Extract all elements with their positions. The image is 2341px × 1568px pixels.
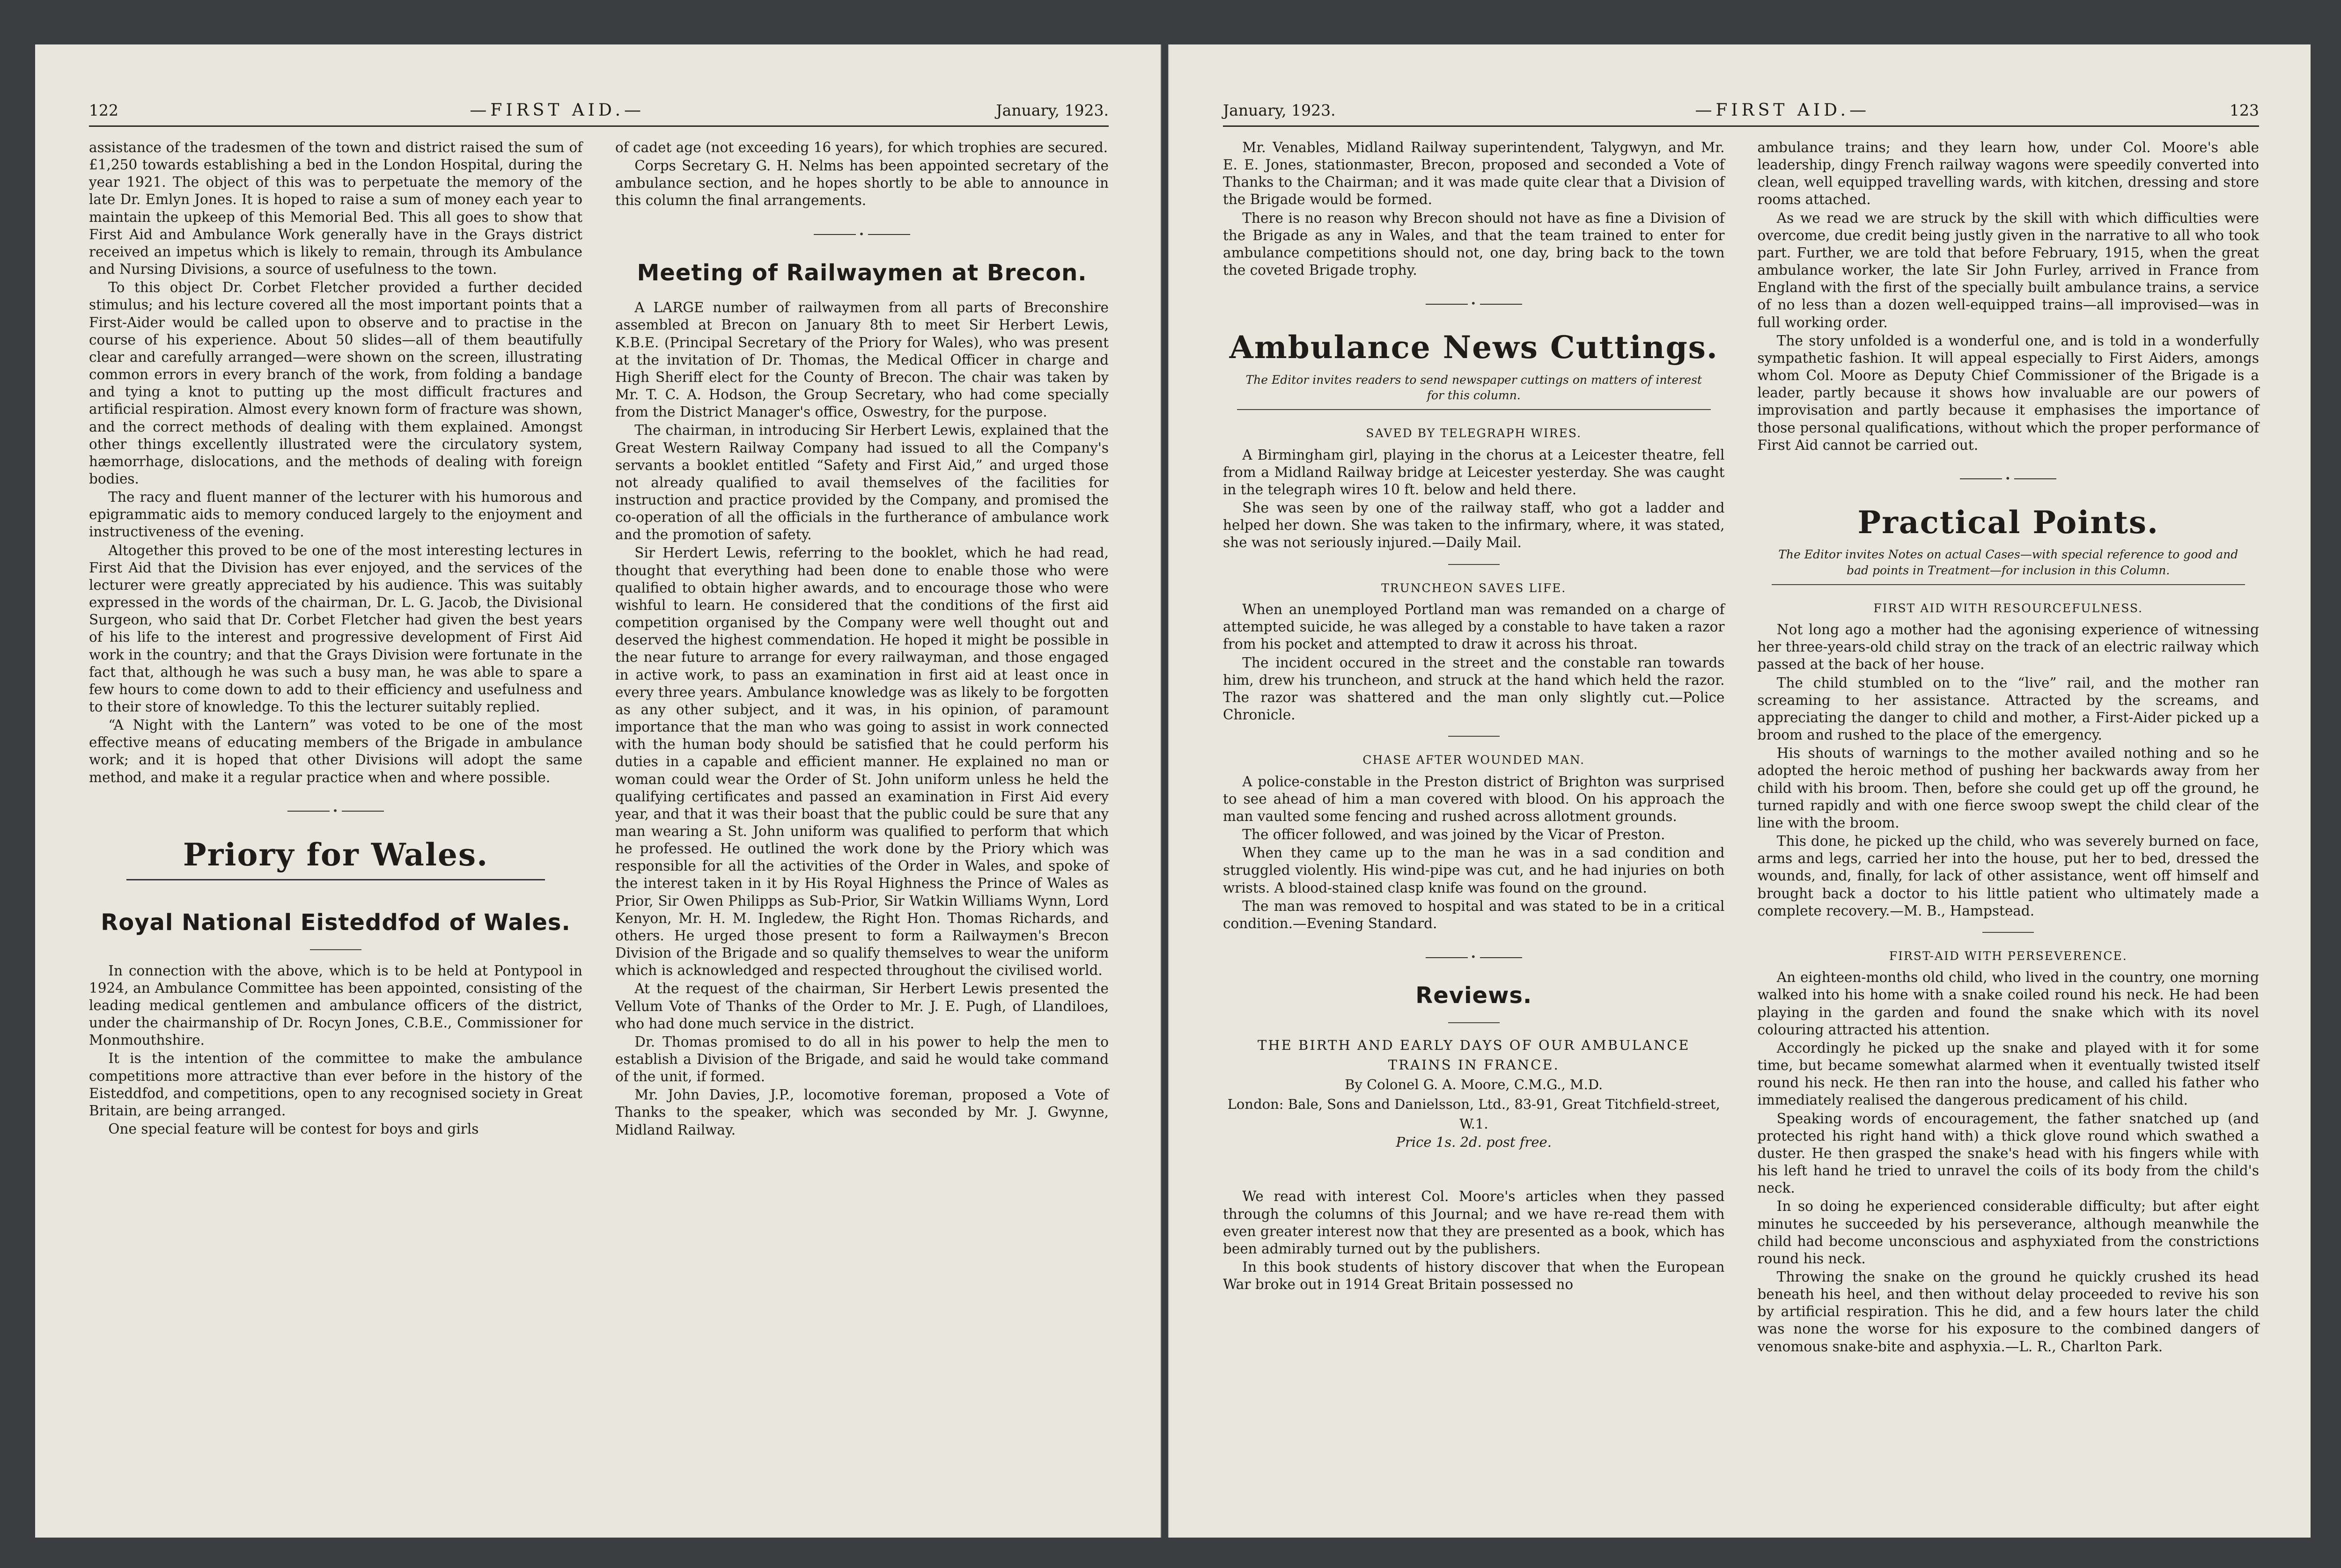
paragraph: Corps Secretary G. H. Nelms has been appointed secretary of the ambulance section, and he hopes shortly to be able to announce in this column the final arrangements. xyxy=(615,158,1109,209)
review-book-title: THE BIRTH AND EARLY DAYS OF OUR AMBULANCE TRAINS IN FRANCE. xyxy=(1258,1037,1690,1073)
journal-title: —FIRST AID.— xyxy=(470,101,645,120)
paragraph: She was seen by one of the railway staff, who got a ladder and helped her down. She was taken to the infirmary, where, it was stated, she was not seriously injured.—Daily Mail. xyxy=(1223,500,1725,551)
page-number: 122 xyxy=(89,101,118,119)
paragraph: A LARGE number of railwaymen from all parts of Breconshire assembled at Brecon on January 8th to meet Sir Herbert Lewis, K.B.E. (Principal Secretary of the Priory for Wales), who was present at the invitation of Dr. Thomas, the Medical Officer in charge and High Sheriff elect for the County of Brecon. The chair was taken by Mr. T. C. A. Hodson, the Group Secretary, who had come specially from the District Manager's office, Oswestry, for the purpose. xyxy=(615,300,1109,420)
paragraph: Speaking words of encouragement, the father snatched up (and protected his right hand with) a thick glove round which swathed a duster. He then grasped the snake's head with his fingers while with his left hand he tried to unravel the coils of its body from the child's neck. xyxy=(1757,1110,2259,1196)
right-page xyxy=(1168,44,2311,1538)
journal-title: —FIRST AID.— xyxy=(1695,101,1870,120)
priory-heading: Priory for Wales. xyxy=(183,836,489,873)
right-column-2 xyxy=(1758,139,2260,1356)
paragraph: One special feature will be contest for boys and girls xyxy=(108,1121,479,1137)
paragraph: The chairman, in introducing Sir Herbert Lewis, explained that the Great Western Railway Company had issued to all the Company's servants a booklet entitled “Safety and First Aid,” and urged those not already qualified to avail themselves of the facilities for instruction and practice provided by the Company, and promised the co-operation of all the officials in the furtherance of ambulance work and the promotion of safety. xyxy=(615,422,1109,543)
paragraph: This done, he picked up the child, who was severely burned on face, arms and legs, carried her into the house, put her to bed, dressed the wounds, and, finally, for lack of other assistance, went off himself and brought back a doctor to his little patient who ultimately made a complete recovery.—M. B., Hampstead. xyxy=(1757,833,2259,919)
paragraph: Accordingly he picked up the snake and played with it for some time, but became somewhat alarmed when it eventually twisted itself round his neck. He then ran into the house, and called his father who immediately realised the dangerous predicament of his child. xyxy=(1757,1040,2259,1108)
paragraph: assistance of the tradesmen of the town and district raised the sum of £1,250 towards establishing a bed in the London Hospital, during the year 1921. The object of this was to perpetuate the memory of the late Dr. Emlyn Jones. It is hoped to raise a sum of money each year to maintain the upkeep of this Memorial Bed. This all goes to show that First Aid and Ambulance Work generally have in the Grays district received an impetus which is likely to remain, through its Ambulance and Nursing Divisions, a source of usefulness to the town. xyxy=(89,139,582,278)
left-column-2 xyxy=(615,139,1109,1140)
review-publisher: London: Bale, Sons and Danielsson, Ltd., 83-91, Great Titchfield-street, W.1. xyxy=(1227,1096,1720,1132)
right-column-1 xyxy=(1223,139,1725,1356)
ornament-divider: • xyxy=(1223,951,1725,963)
meeting-heading: Meeting of Railwaymen at Brecon. xyxy=(637,259,1087,286)
paragraph: When they came up to the man he was in a sad condition and struggled violently. His wind-pipe was cut, and he had injuries on both wrists. A blood-stained clasp knife was found on the ground. xyxy=(1223,845,1725,896)
paragraph: Throwing the snake on the ground he quickly crushed its head beneath his heel, and then without delay proceeded to revive his son by artificial respiration. This he did, and a few hours later the child was none the worse for his exposure to the combined dangers of venomous snake-bite and asphyxia.—L. R., Charlton Park. xyxy=(1757,1268,2259,1355)
paragraph: To this object Dr. Corbet Fletcher provided a further decided stimulus; and his lecture covered all the most important points that a First-Aider would be called upon to observe and to practise in the course of his experience. About 50 slides—all of them beautifully clear and carefully arranged—were shown on the screen, illustrating common errors in every branch of the work, from folding a bandage and tying a knot to putting up the most difficult fractures and artificial respiration. Almost every known form of fracture was shown, and the correct methods of dealing with them explained. Amongst other things excellently illustrated were the circulatory system, hæmorrhage, dislocations, and the methods of dealing with foreign bodies. xyxy=(89,279,582,487)
paragraph: Mr. John Davies, J.P., locomotive foreman, proposed a Vote of Thanks to the speaker, which was seconded by Mr. J. Gwynne, Midland Railway. xyxy=(615,1087,1109,1138)
cutting-title: SAVED BY TELEGRAPH WIRES. xyxy=(1366,426,1582,440)
divider xyxy=(1982,932,2034,933)
eisteddfod-heading: Royal National Eisteddfod of Wales. xyxy=(101,909,571,936)
paragraph: The incident occured in the street and the constable ran towards him, drew his truncheon, and struck at the hand which held the razor. The razor was shattered and the man only slightly cut.—Police Chronicle. xyxy=(1223,654,1725,723)
paragraph: In connection with the above, which is to be held at Pontypool in 1924, an Ambulance Committee has been appointed, consisting of the leading medical gentlemen and ambulance officers of the district, under the chairmanship of Dr. Rocyn Jones, C.B.E., Commissioner for Monmouthshire. xyxy=(89,962,582,1048)
running-header-left xyxy=(89,101,1109,127)
ornament-divider: • xyxy=(1223,298,1725,309)
paragraph: The story unfolded is a wonderful one, and is told in a wonderfully sympathetic fashion. It will appeal especially to First Aiders, amongs whom Col. Moore as Deputy Chief Commissioner of the Brigade is a leader, partly because it shows how invaluable are our powers of improvisation and partly because it emphasises the importance of those personal qualifications, without which the proper performance of First Aid cannot be carried out. xyxy=(1757,332,2259,453)
paragraph: A Birmingham girl, playing in the chorus at a Leicester theatre, fell from a Midland Railway bridge at Leicester yesterday. She was caught in the telegraph wires 10 ft. below and held there. xyxy=(1223,447,1725,498)
cuttings-heading: Ambulance News Cuttings. xyxy=(1229,329,1718,366)
cuttings-editor-note: The Editor invites readers to send newspaper cuttings on matters of interest for this column. xyxy=(1237,372,1711,410)
paragraph: The man was removed to hospital and was stated to be in a critical condition.—Evening Standard. xyxy=(1223,898,1725,931)
paragraph: Altogether this proved to be one of the most interesting lectures in First Aid that the Division has ever enjoyed, and the services of the lecturer were greatly appreciated by his audience. This was suitably expressed in the words of the chairman, Dr. L. G. Jacob, the Divisional Surgeon, who said that Dr. Corbet Fletcher had given the best years of his life to the interest and progressive development of First Aid work in the country; and that the Grays Division were fortunate in the fact that, although he was such a busy man, he was able to spare a few hours to come down to add to their efficiency and usefulness and to their store of knowledge. To this the lecturer suitably replied. xyxy=(89,542,582,715)
paragraph: A police-constable in the Preston district of Brighton was surprised to see ahead of him a man covered with blood. On his approach the man vaulted some fencing and rushed across allotment grounds. xyxy=(1223,773,1725,824)
points-heading: Practical Points. xyxy=(1857,504,2159,541)
paragraph: There is no reason why Brecon should not have as fine a Division of the Brigade as any in Wales, and that the team trained to enter for ambulance competitions should not, one day, bring back to the town the coveted Brigade trophy. xyxy=(1223,210,1725,278)
divider xyxy=(1448,564,1500,565)
reviews-heading: Reviews. xyxy=(1415,982,1532,1009)
divider xyxy=(1448,736,1500,737)
paragraph: His shouts of warnings to the mother availed nothing and so he adopted the heroic method of pushing her backwards away from her child with his broom. Then, before she could get up off the ground, he turned rapidly and with one fierce swoop swept the child clear of the line with the broom. xyxy=(1757,745,2259,831)
page-number: 123 xyxy=(2230,101,2259,119)
issue-date: January, 1923. xyxy=(1223,101,1336,119)
paragraph: An eighteen-months old child, who lived in the country, one morning walked into his home with a snake coiled round his neck. He had been playing in the garden and found the snake which with its novel colouring attracted his attention. xyxy=(1757,969,2259,1038)
ornament-divider: • xyxy=(615,228,1109,240)
paragraph: At the request of the chairman, Sir Herbert Lewis presented the Vellum Vote of Thanks of the Order to Mr. J. E. Pugh, of Llandiloes, who had done much service in the district. xyxy=(615,981,1109,1032)
paragraph: In so doing he experienced considerable difficulty; but after eight minutes he succeeded by his perseverance, although meanwhile the child had become unconscious and asphyxiated from the constrictions round his neck. xyxy=(1757,1198,2259,1267)
paragraph: Not long ago a mother had the agonising experience of witnessing her three-years-old child stray on the track of an electric railway which passed at the back of her house. xyxy=(1757,622,2259,673)
divider xyxy=(310,949,361,950)
points-editor-note: The Editor invites Notes on actual Cases—with special reference to good and bad points in Treatment—for inclusion in this Column. xyxy=(1772,547,2245,585)
paragraph: Dr. Thomas promised to do all in his power to help the men to establish a Division of the Brigade, and said he would take command of the unit, if formed. xyxy=(615,1033,1109,1085)
paragraph: The officer followed, and was joined by the Vicar of Preston. xyxy=(1242,827,1665,843)
ornament-divider: • xyxy=(89,805,582,817)
paragraph: The racy and fluent manner of the lecturer with his humorous and epigrammatic aids to memory conduced largely to the enjoyment and instructiveness of the evening. xyxy=(89,489,582,540)
review-author: By Colonel G. A. Moore, C.M.G., M.D. xyxy=(1345,1076,1603,1092)
paragraph: “A Night with the Lantern” was voted to be one of the most effective means of educating members of the Brigade in ambulance work; and it is hoped that other Divisions will adopt the same method, and make it a regular practice when and where possible. xyxy=(89,717,582,785)
issue-date: January, 1923. xyxy=(996,101,1109,119)
divider xyxy=(126,879,545,880)
point-title: FIRST AID WITH RESOURCEFULNESS. xyxy=(1873,601,2143,615)
paragraph: Mr. Venables, Midland Railway superintendent, Talygwyn, and Mr. E. E. Jones, stationmaster, Brecon, proposed and seconded a Vote of Thanks to the Chairman; and it was made quite clear that a Division of the Brigade would be formed. xyxy=(1223,139,1725,208)
point-title: FIRST-AID WITH PERSEVERENCE. xyxy=(1889,949,2128,963)
left-page xyxy=(35,44,1161,1538)
paragraph: ambulance trains; and they learn how, under Col. Moore's able leadership, dingy French railway wagons were speedily converted into clean, well equipped travelling wards, with kitchen, dressing and store rooms attached. xyxy=(1757,139,2259,208)
paragraph: The child stumbled on to the “live” rail, and the mother ran screaming to her assistance. Attracted by the screams, and appreciating the danger to child and mother, a First-Aider picked up a broom and rushed to the place of the emergency. xyxy=(1757,674,2259,743)
paragraph: We read with interest Col. Moore's articles when they passed through the columns of this Journal; and we have re-read them with even greater interest now that they are presented as a book, which has been admirably turned out by the publishers. xyxy=(1223,1188,1725,1257)
paragraph: When an unemployed Portland man was remanded on a charge of attempted suicide, he was alleged by a constable to have taken a razor from his pocket and attempted to draw it across his throat. xyxy=(1223,601,1725,652)
running-header-right xyxy=(1223,101,2259,127)
paragraph: of cadet age (not exceeding 16 years), for which trophies are secured. xyxy=(615,139,1108,155)
paragraph: It is the intention of the committee to make the ambulance competitions more attractive than ever before in the history of the Eisteddfod, and competitions, open to any recognised society in Great Britain, are being arranged. xyxy=(89,1050,582,1119)
cutting-title: TRUNCHEON SAVES LIFE. xyxy=(1381,581,1567,595)
paragraph: As we read we are struck by the skill with which difficulties were overcome, due credit being justly given in the narrative to all who took part. Further, we are told that before February, 1915, when the great ambulance worker, the late Sir John Furley, arrived in France from England with the first of the specially built ambulance trains, a service of no less than a dozen well-equipped trains—all improvised—was in full working order. xyxy=(1757,210,2259,330)
ornament-divider: • xyxy=(1758,473,2260,484)
paragraph: In this book students of history discover that when the European War broke out in 1914 Great Britain possessed no xyxy=(1223,1259,1725,1293)
review-price: Price 1s. 2d. post free. xyxy=(1396,1134,1552,1150)
cutting-title: CHASE AFTER WOUNDED MAN. xyxy=(1362,753,1585,767)
divider xyxy=(1448,1022,1500,1023)
paragraph: Sir Herdert Lewis, referring to the booklet, which he had read, thought that everything had been done to enable those who were qualified to obtain higher awards, and to encourage those who were wishful to learn. He considered that the conditions of the first aid competition organised by the Company were well thought out and deserved the highest commendation. He hoped it might be possible in the near future to arrange for every railwayman, and those engaged in active work, to pass an examination in first aid at least once in every three years. Ambulance knowledge was as likely to be forgotten as any other subject, and it was, in his opinion, of paramount importance that the man who was going to assist in work connected with the human body should be satisfied that he could perform his duties in a capable and efficient manner. He explained no man or woman could wear the Order of St. John uniform unless he held the qualifying certificates and passed an examination in First Aid every year, and that it was their boast that the public could be sure that any man wearing a St. John uniform was qualified to perform that which he professed. He outlined the work done by the Priory which was responsible for all the activities of the Order in Wales, and spoke of the interest taken in it by His Royal Highness the Prince of Wales as Prior, Sir Owen Philipps as Sub-Prior, Sir Watkin Williams Wynn, Lord Kenyon, Mr. H. M. Ingledew, the Right Hon. Thomas Richards, and others. He urged those present to form a Railwaymen's Brecon Division of the Brigade and so qualify themselves to wear the uniform which is acknowledged and respected throughout the civilised world. xyxy=(615,545,1109,979)
left-column-1 xyxy=(89,139,582,1140)
